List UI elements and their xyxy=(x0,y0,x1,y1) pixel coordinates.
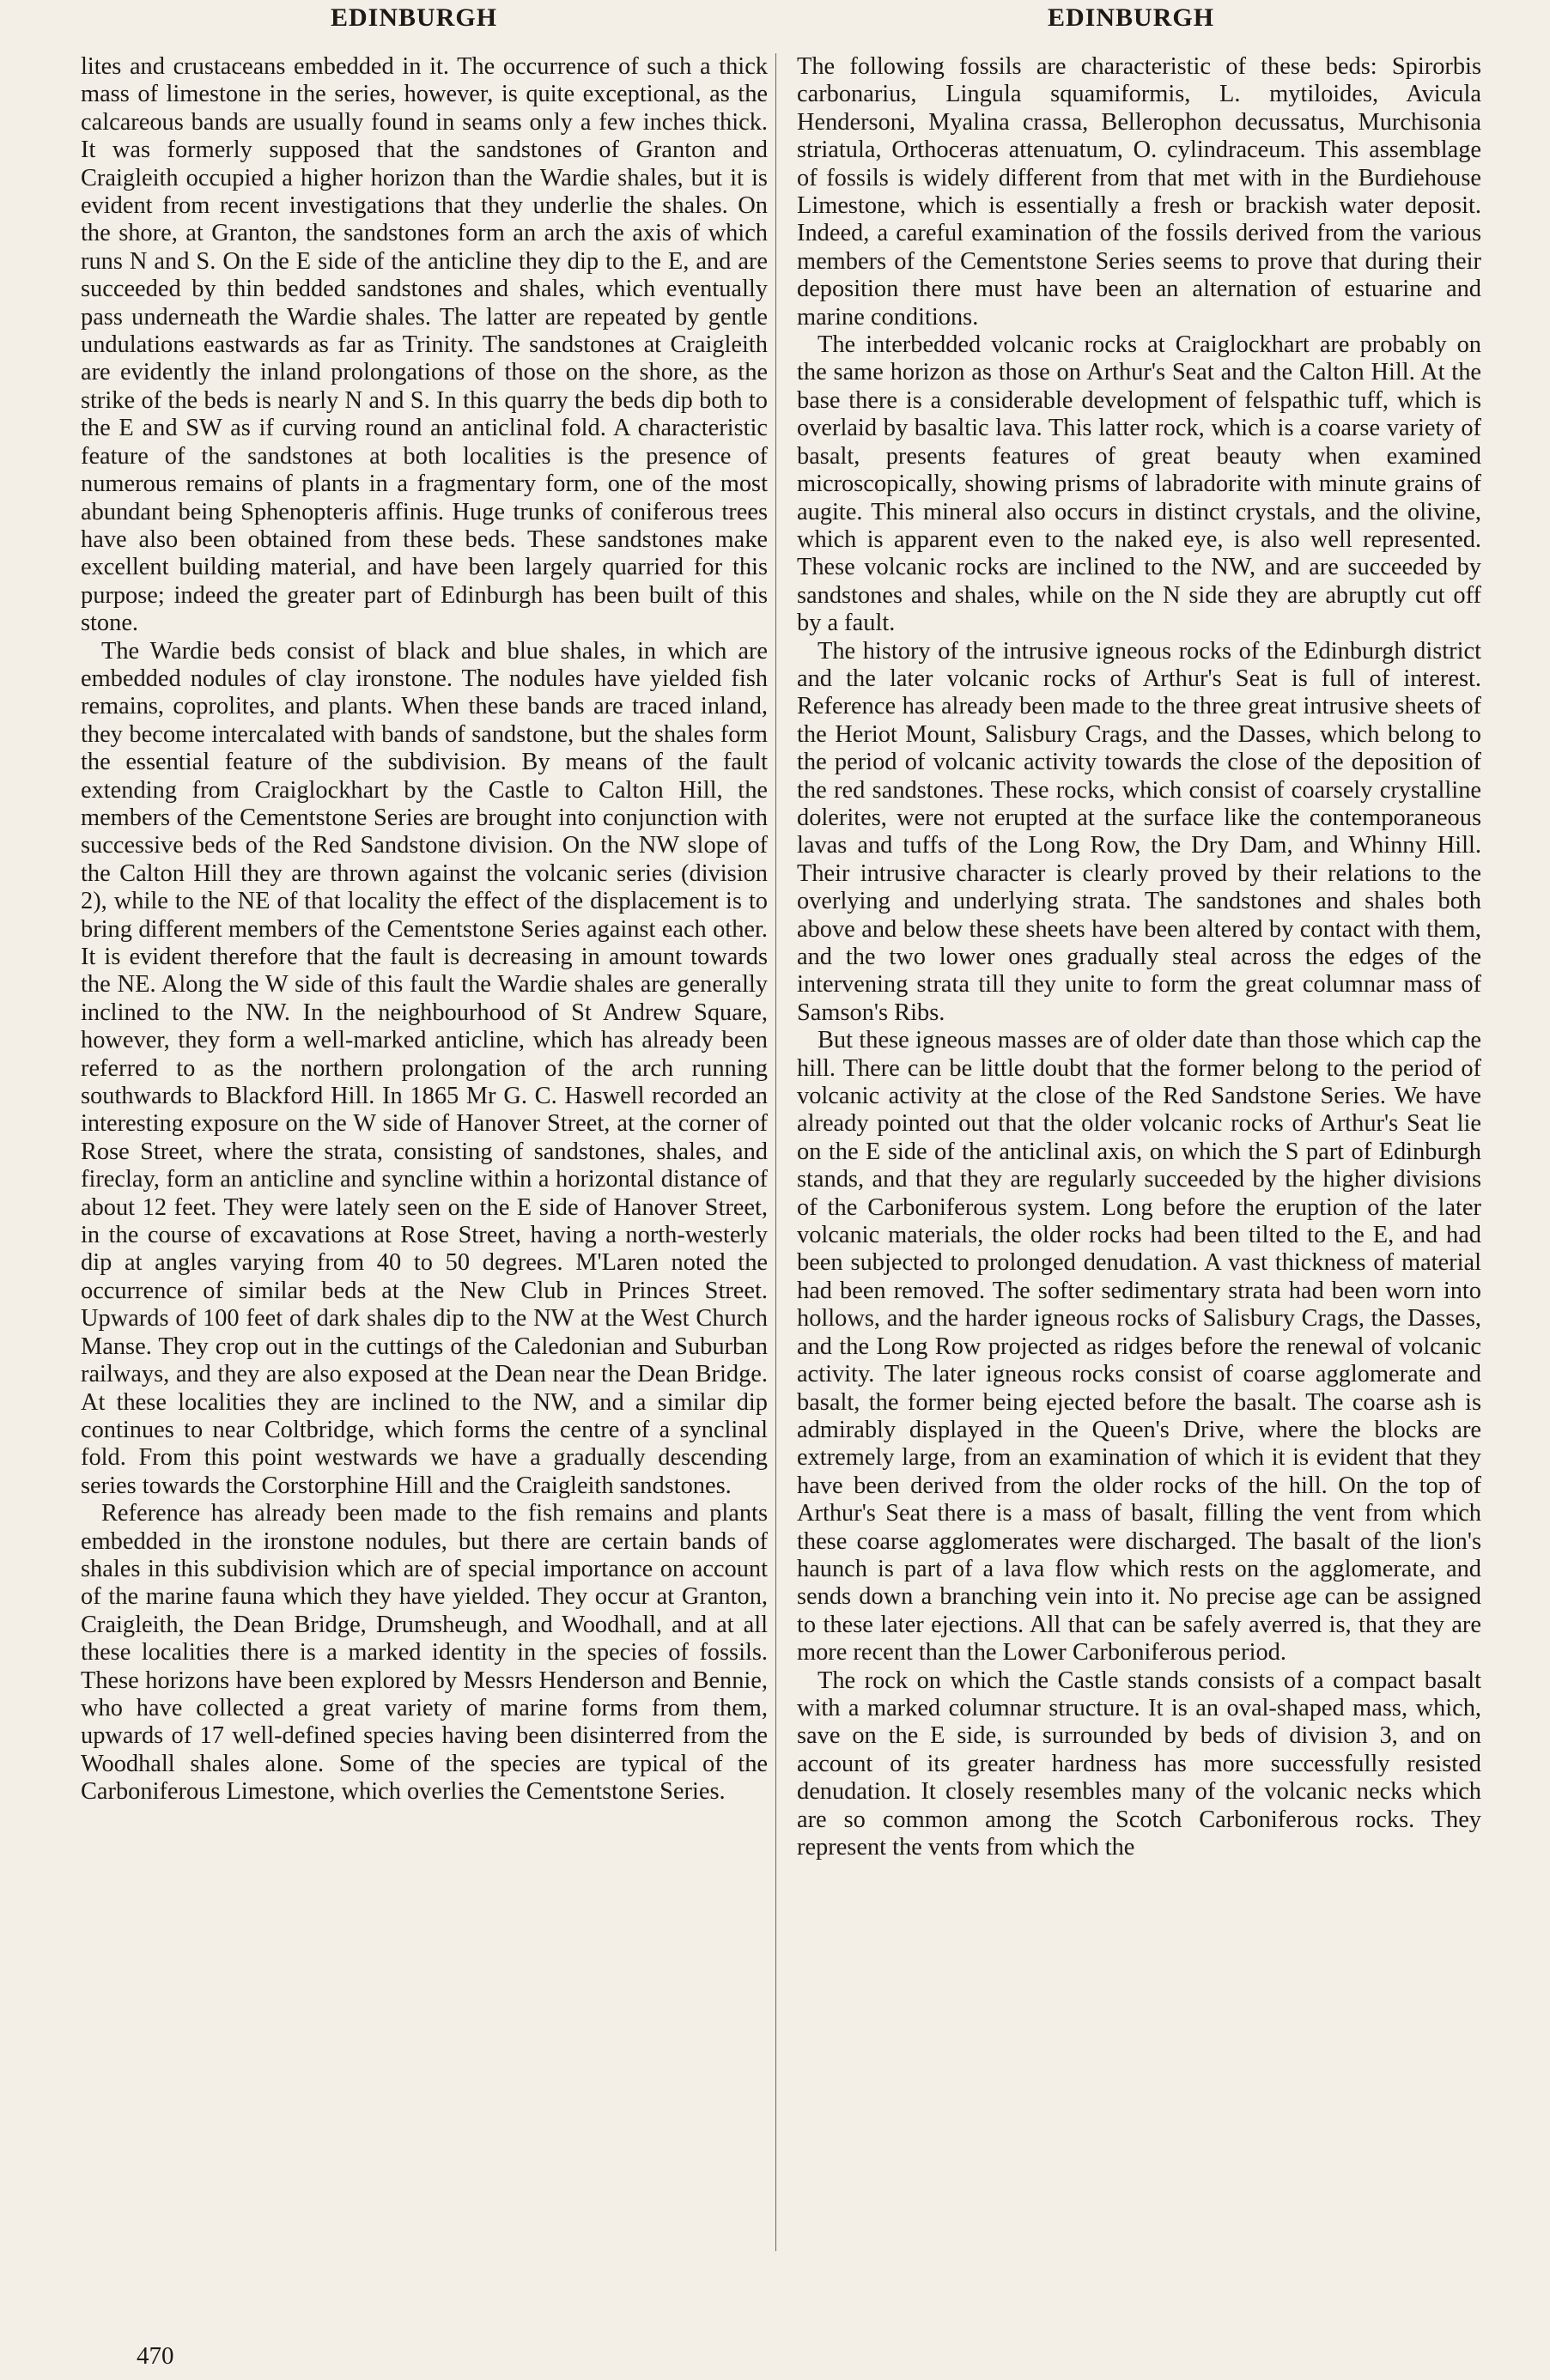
paragraph: lites and crustaceans embedded in it. The occurrence of such a thick mass of limestone in the series, however, is quite exceptional, as the calcareous bands are usually found in seams only a few inches thick. It was formerly supposed that the sandstones of Granton and Craigleith occupied a higher horizon than the Wardie shales, but it is evident from recent investigations that they underlie the shales. On the shore, at Granton, the sandstones form an arch the axis of which runs N and S. On the E side of the anticline they dip to the E, and are succeeded by thin bedded sandstones and shales, which eventually pass underneath the Wardie shales. The latter are repeated by gentle undulations eastwards as far as Trinity. The sandstones at Craigleith are evidently the inland prolongations of those on the shore, as the strike of the beds is nearly N and S. In this quarry the beds dip both to the E and SW as if curving round an anticlinal fold. A characteristic feature of the sandstones at both localities is the presence of numerous remains of plants in a fragmentary form, one of the most abundant being Sphenopteris affinis. Huge trunks of coniferous trees have also been obtained from these beds. These sandstones make excellent building material, and have been largely quarried for this purpose; indeed the greater part of Edinburgh has been built of this stone. xyxy=(81,53,768,637)
right-column xyxy=(797,53,1481,1861)
paragraph: The Wardie beds consist of black and blue shales, in which are embedded nodules of clay ironstone. The nodules have yielded fish remains, coprolites, and plants. When these bands are traced inland, they become intercalated with bands of sandstone, but the shales form the essential feature of the subdivision. By means of the fault extending from Craiglockhart by the Castle to Calton Hill, the members of the Cementstone Series are brought into conjunction with successive beds of the Red Sandstone division. On the NW slope of the Calton Hill they are thrown against the volcanic series (division 2), while to the NE of that locality the effect of the displacement is to bring different members of the Cementstone Series against each other. It is evident therefore that the fault is decreasing in amount towards the NE. Along the W side of this fault the Wardie shales are generally inclined to the NW. In the neighbourhood of St Andrew Square, however, they form a well-marked anticline, which has already been referred to as the northern prolongation of the arch running southwards to Blackford Hill. In 1865 Mr G. C. Haswell recorded an interesting exposure on the W side of Hanover Street, at the corner of Rose Street, where the strata, consisting of sandstones, shales, and fireclay, form an anticline and syncline within a horizontal distance of about 12 feet. They were lately seen on the E side of Hanover Street, in the course of excavations at Rose Street, having a north-westerly dip at angles varying from 40 to 50 degrees. M'Laren noted the occurrence of similar beds at the New Club in Princes Street. Upwards of 100 feet of dark shales dip to the NW at the West Church Manse. They crop out in the cuttings of the Caledonian and Suburban railways, and they are also exposed at the Dean near the Dean Bridge. At these localities they are inclined to the NW, and a similar dip continues to near Coltbridge, which forms the centre of a synclinal fold. From this point westwards we have a gradually descending series towards the Corstorphine Hill and the Craigleith sandstones. xyxy=(81,637,768,1499)
running-header-left: EDINBURGH xyxy=(331,3,498,32)
paragraph: The interbedded volcanic rocks at Craiglockhart are probably on the same horizon as those on Arthur's Seat and the Calton Hill. At the base there is a considerable development of felspathic tuff, which is overlaid by basaltic lava. This latter rock, which is a coarse variety of basalt, presents features of great beauty when examined microscopically, showing prisms of labradorite with minute grains of augite. This mineral also occurs in distinct crystals, and the olivine, which is apparent even to the naked eye, is also well represented. These volcanic rocks are inclined to the NW, and are succeeded by sandstones and shales, while on the N side they are abruptly cut off by a fault. xyxy=(797,331,1481,637)
left-column xyxy=(81,53,768,1806)
paragraph: Reference has already been made to the fish remains and plants embedded in the ironstone nodules, but there are certain bands of shales in this subdivision which are of special importance on account of the marine fauna which they have yielded. They occur at Granton, Craigleith, the Dean Bridge, Drumsheugh, and Woodhall, and at all these localities there is a marked identity in the species of fossils. These horizons have been explored by Messrs Henderson and Bennie, who have collected a great variety of marine forms from them, upwards of 17 well-defined species having been disinterred from the Woodhall shales alone. Some of the species are typical of the Carboniferous Limestone, which overlies the Cementstone Series. xyxy=(81,1500,768,1806)
paragraph: But these igneous masses are of older date than those which cap the hill. There can be little doubt that the former belong to the period of volcanic activity at the close of the Red Sandstone Series. We have already pointed out that the older volcanic rocks of Arthur's Seat lie on the E side of the anticlinal axis, on which the S part of Edinburgh stands, and that they are regularly succeeded by the higher divisions of the Carboniferous system. Long before the eruption of the later volcanic materials, the older rocks had been tilted to the E, and had been subjected to prolonged denudation. A vast thickness of material had been removed. The softer sedimentary strata had been worn into hollows, and the harder igneous rocks of Salisbury Crags, the Dasses, and the Long Row projected as ridges before the renewal of volcanic activity. The later igneous rocks consist of coarse agglomerate and basalt, the former being ejected before the basalt. The coarse ash is admirably displayed in the Queen's Drive, where the blocks are extremely large, from an examination of which it is evident that they have been derived from the older rocks of the hill. On the top of Arthur's Seat there is a mass of basalt, filling the vent from which these coarse agglomerates were discharged. The basalt of the lion's haunch is part of a lava flow which rests on the agglomerate, and sends down a branching vein into it. No precise age can be assigned to these later ejections. All that can be safely averred is, that they are more recent than the Lower Carboniferous period. xyxy=(797,1027,1481,1667)
paragraph: The rock on which the Castle stands consists of a compact basalt with a marked columnar structure. It is an oval-shaped mass, which, save on the E side, is surrounded by beds of division 3, and on account of its greater hardness has more successfully resisted denudation. It closely resembles many of the volcanic necks which are so common among the Scotch Carboniferous rocks. They represent the vents from which the xyxy=(797,1667,1481,1861)
paragraph: The following fossils are characteristic of these beds: Spirorbis carbonarius, Lingula squamiformis, L. mytiloides, Avicula Hendersoni, Myalina crassa, Bellerophon decussatus, Murchisonia striatula, Orthoceras attenuatum, O. cylindraceum. This assemblage of fossils is widely different from that met with in the Burdiehouse Limestone, which is essentially a fresh or brackish water deposit. Indeed, a careful examination of the fossils derived from the various members of the Cementstone Series seems to prove that during their deposition there must have been an alternation of estuarine and marine conditions. xyxy=(797,53,1481,331)
running-header-right: EDINBURGH xyxy=(1048,3,1215,32)
column-divider xyxy=(775,53,776,2251)
paragraph: The history of the intrusive igneous rocks of the Edinburgh district and the later volcanic rocks of Arthur's Seat is full of interest. Reference has already been made to the three great intrusive sheets of the Heriot Mount, Salisbury Crags, and the Dasses, which belong to the period of volcanic activity towards the close of the deposition of the red sandstones. These rocks, which consist of coarsely crystalline dolerites, were not erupted at the surface like the contemporaneous lavas and tuffs of the Long Row, the Dry Dam, and Whinny Hill. Their intrusive character is clearly proved by their relations to the overlying and underlying strata. The sandstones and shales both above and below these sheets have been altered by contact with them, and the two lower ones gradually steal across the edges of the intervening strata till they unite to form the great columnar mass of Samson's Ribs. xyxy=(797,637,1481,1026)
page-number: 470 xyxy=(137,2342,174,2370)
